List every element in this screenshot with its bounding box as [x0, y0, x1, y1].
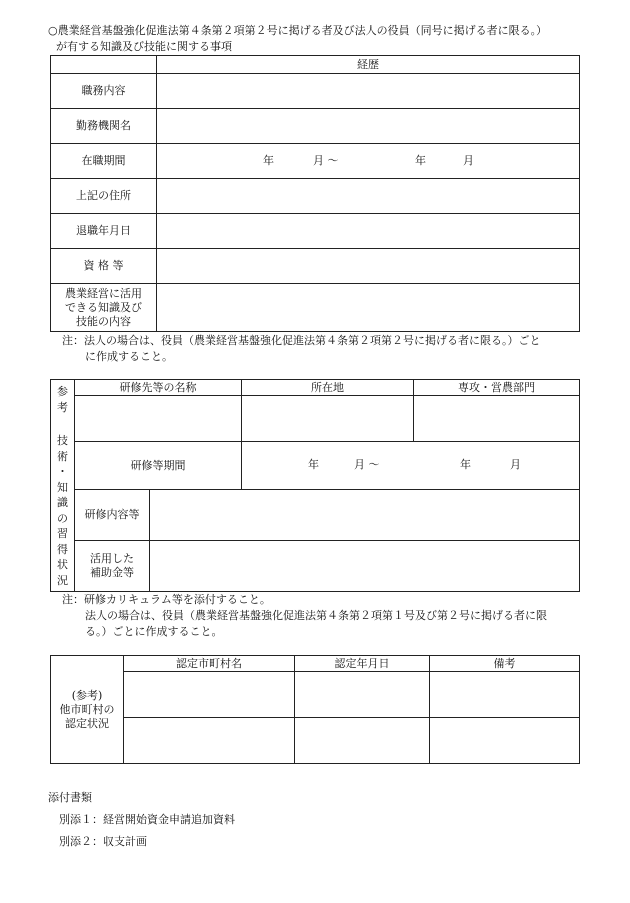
side-char-6: 識 [57, 496, 68, 509]
col-header-city: 認定市町村名 [124, 656, 295, 672]
side-char-7: の [57, 511, 68, 525]
city-cell-1[interactable] [124, 672, 295, 718]
row-label-period: 在職期間 [51, 144, 157, 179]
side-char-3: 術 [57, 449, 68, 463]
row-label-qualification: 資 格 等 [51, 249, 157, 284]
section2-note-line1: 注：研修カリキュラム等を添付すること。 [62, 593, 271, 606]
attachment-item-2: 別添２：収支計画 [59, 835, 147, 848]
period-year1: 年 [263, 154, 274, 167]
col-header-date: 認定年月日 [295, 656, 430, 672]
section1-note-line1: 注：法人の場合は、役員（農業経営基盤強化促進法第４条第２項第２号に掲げる者に限る。）ごと [62, 334, 541, 347]
job-value-cell[interactable] [157, 74, 580, 109]
col-header-name: 研修先等の名称 [75, 380, 242, 396]
training-table [50, 379, 580, 592]
side-label-top [56, 384, 70, 415]
training-period-cell[interactable] [242, 442, 580, 490]
row-label-job: 職務内容 [51, 74, 157, 109]
remarks-cell-2[interactable] [430, 718, 580, 764]
skills-label-line3: 技能の内容 [76, 314, 131, 328]
training-month2: 月 [510, 458, 521, 471]
date-cell-2[interactable] [295, 718, 430, 764]
period-month2: 月 [463, 154, 474, 167]
side-char-0: 参 [57, 385, 68, 398]
training-specialty-cell[interactable] [414, 396, 580, 442]
side-char-2: 技 [57, 434, 68, 447]
other-city-label-line1: (参考) [71, 688, 103, 702]
period-month1: 月 〜 [313, 154, 339, 167]
retire-value-cell[interactable] [157, 214, 580, 249]
career-table [50, 55, 580, 332]
career-col-header: 経歴 [157, 56, 580, 74]
other-city-label-line2: 他市町村の [59, 702, 115, 716]
row-label-skills [51, 284, 157, 332]
training-name-cell[interactable] [75, 396, 242, 442]
section1-note-line2: に作成すること。 [85, 350, 173, 363]
section2-note-line2: 法人の場合は、役員（農業経営基盤強化促進法第４条第２項第１号及び第２号に掲げる者に限 [85, 609, 547, 622]
side-char-9: 得 [57, 542, 68, 556]
training-content-label: 研修内容等 [75, 490, 150, 541]
side-char-8: 習 [57, 527, 68, 540]
employer-value-cell[interactable] [157, 109, 580, 144]
qualification-value-cell[interactable] [157, 249, 580, 284]
subsidy-label-line2: 補助金等 [90, 566, 134, 579]
row-label-address: 上記の住所 [51, 179, 157, 214]
training-year1: 年 [308, 458, 319, 471]
side-char-10: 状 [57, 558, 68, 571]
section2-note-line3: る。）ごとに作成すること。 [85, 625, 223, 638]
other-city-table [50, 655, 580, 764]
row-label-retire: 退職年月日 [51, 214, 157, 249]
section1-heading-line1: ○農業経営基盤強化促進法第４条第２項第２号に掲げる者及び法人の役員（同号に掲げる者に限る。） [48, 24, 548, 37]
city-cell-2[interactable] [124, 718, 295, 764]
address-value-cell[interactable] [157, 179, 580, 214]
row-label-employer: 勤務機関名 [51, 109, 157, 144]
subsidy-label [75, 541, 150, 592]
skills-label-line1: 農業経営に活用 [65, 286, 142, 300]
attachment-item-1: 別添１：経営開始資金申請追加資料 [59, 813, 235, 826]
date-cell-1[interactable] [295, 672, 430, 718]
skills-value-cell[interactable] [157, 284, 580, 332]
section1-heading-line2: が有する知識及び技能に関する事項 [56, 40, 232, 53]
training-month1: 月 〜 [354, 458, 380, 471]
side-char-1: 考 [57, 400, 68, 414]
side-char-5: 知 [57, 480, 68, 494]
subsidy-label-line1: 活用した [90, 552, 134, 565]
other-city-side-label [51, 656, 124, 764]
col-header-location: 所在地 [242, 380, 414, 396]
other-city-label-line3: 認定状況 [65, 716, 109, 730]
training-side-label [51, 380, 75, 592]
subsidy-cell[interactable] [150, 541, 580, 592]
training-content-cell[interactable] [150, 490, 580, 541]
period-year2: 年 [415, 154, 426, 167]
remarks-cell-1[interactable] [430, 672, 580, 718]
col-header-remarks: 備考 [430, 656, 580, 672]
training-year2: 年 [460, 458, 471, 471]
training-location-cell[interactable] [242, 396, 414, 442]
side-label-bottom [56, 433, 70, 588]
career-header-blank [51, 56, 157, 74]
side-char-11: 況 [57, 573, 68, 587]
period-value-cell[interactable] [157, 144, 580, 179]
col-header-specialty: 専攻・営農部門 [414, 380, 580, 396]
training-period-label: 研修等期間 [75, 442, 242, 490]
attachments-title: 添付書類 [48, 791, 92, 804]
side-char-4: ・ [57, 465, 68, 478]
skills-label-line2: できる知識及び [65, 300, 142, 314]
